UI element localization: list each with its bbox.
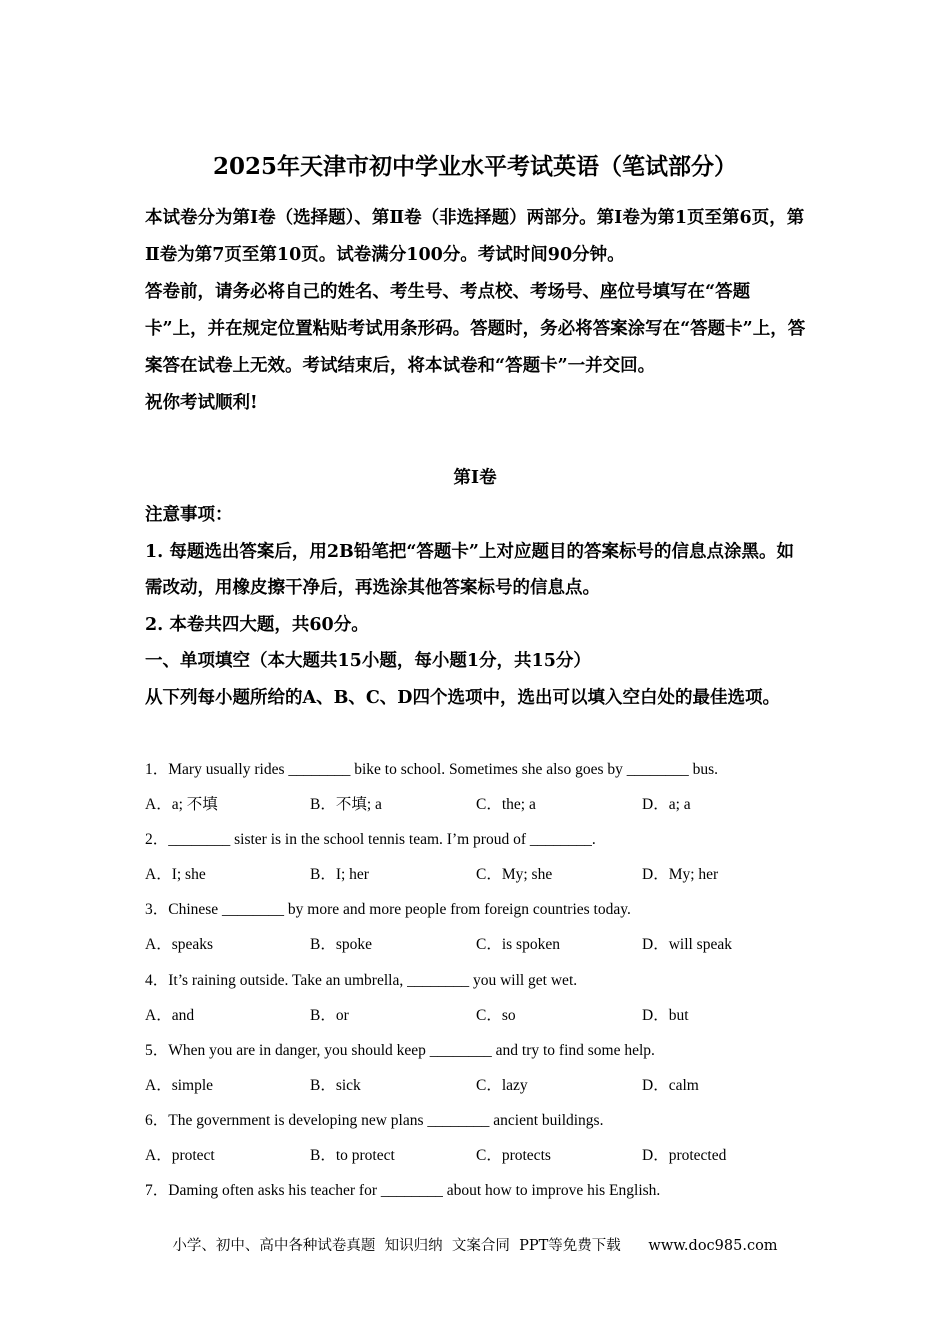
option-a: A．a; 不填 [145,796,218,814]
exam-title: 2025年天津市初中学业水平考试英语（笔试部分） [212,153,737,180]
option-c: C．the; a [476,796,536,814]
page-footer: 小学、初中、高中各种试卷真题 知识归纳 文案合同 PPT等免费下载 www.doc985.com [172,1238,778,1254]
notes-heading: 注意事项： [145,505,233,525]
option-a: A．I; she [145,866,206,884]
option-a: A．protect [145,1147,215,1165]
question-options [145,787,810,822]
question-options [145,927,810,962]
option-d: D．My; her [642,866,719,884]
question-stem: 7．Daming often asks his teacher for ________ about how to improve his English. [145,1182,661,1200]
instruction-paragraph: 本试卷分为第Ⅰ卷（选择题）、第Ⅱ卷（非选择题）两部分。第Ⅰ卷为第1页至第6页，第Ⅱ卷为第7页至第10页。试卷满分100分。考试时间90分钟。 [145,208,805,265]
option-c: C．so [476,1006,516,1024]
instruction-paragraph: 答卷前，请务必将自己的姓名、考生号、考点校、考场号、座位号填写在“答题卡”上，并在规定位置粘贴考试用条形码。答题时，务必将答案涂写在“答题卡”上，答案答在试卷上无效。考试结束后，将本试卷和“答题卡”一并交回。 [145,282,806,376]
option-a: A．speaks [145,936,214,954]
instruction-paragraph: 祝你考试顺利! [145,393,258,413]
option-b: B．sick [310,1076,361,1094]
question-options [145,1138,810,1173]
question-stem: 1．Mary usually rides ________ bike to school. Sometimes she also goes by ________ bus. [145,761,719,778]
question-stem: 6．The government is developing new plans ________ ancient buildings. [145,1111,604,1129]
question-stem: 4．It’s raining outside. Take an umbrella, ________ you will get wet. [145,971,578,989]
option-d: D．calm [642,1076,699,1094]
option-a: A．simple [145,1076,214,1094]
exam-instructions [145,200,810,422]
option-a: A．and [145,1006,195,1024]
notes-section [145,497,810,716]
question-stem: 3．Chinese ________ by more and more people from foreign countries today. [145,901,631,919]
question-options [145,857,810,892]
option-c: C．lazy [476,1076,528,1094]
option-d: D．but [642,1006,689,1024]
option-b: B．or [310,1006,349,1024]
option-b: B．不填; a [310,796,382,814]
option-b: B．I; her [310,866,369,884]
question-stem: 2．________ sister is in the school tennis team. I’m proud of ________. [145,831,596,849]
question-options [145,1068,810,1103]
option-c: C．My; she [476,866,553,884]
option-b: B．to protect [310,1147,395,1165]
option-c: C．is spoken [476,936,560,954]
note-item: 1. 每题选出答案后，用2B铅笔把“答题卡”上对应题目的答案标号的信息点涂黑。如需改动，用橡皮擦干净后，再选涂其他答案标号的信息点。 [145,541,794,598]
option-d: D．a; a [642,796,691,814]
option-d: D．will speak [642,936,732,954]
option-c: C．protects [476,1147,551,1165]
question-list [145,752,810,1208]
question-options [145,998,810,1033]
section-instruction: 从下列每小题所给的A、B、C、D四个选项中，选出可以填入空白处的最佳选项。 [145,687,780,708]
part-title: 第Ⅰ卷 [453,468,497,488]
option-d: D．protected [642,1147,727,1165]
section-heading: 一、单项填空（本大题共15小题，每小题1分，共15分） [145,651,591,671]
option-b: B．spoke [310,936,373,954]
note-item: 2. 本卷共四大题，共60分。 [145,614,369,635]
question-stem: 5．When you are in danger, you should keep ________ and try to find some help. [145,1041,655,1059]
